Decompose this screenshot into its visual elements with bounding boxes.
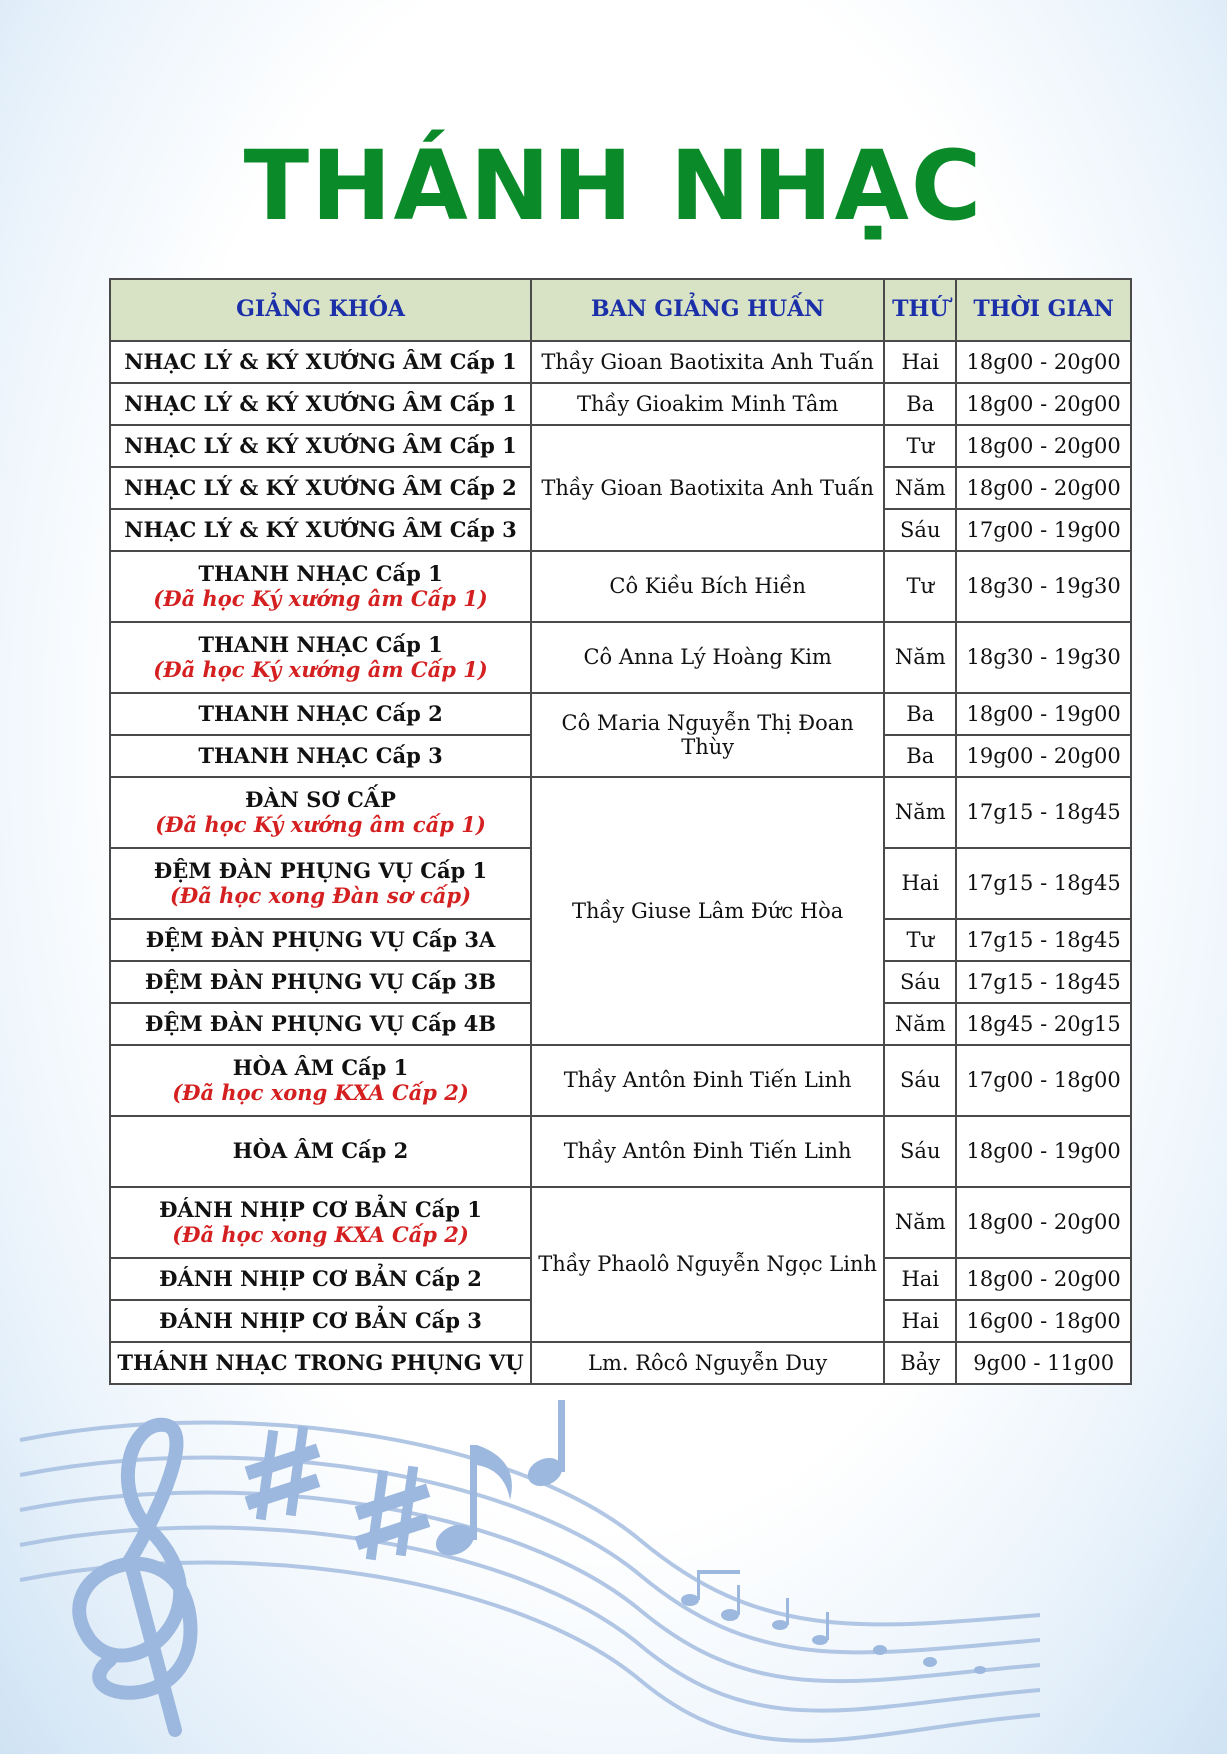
day-cell: Năm — [884, 467, 956, 509]
time-cell: 18g00 - 20g00 — [956, 341, 1131, 383]
day-cell: Ba — [884, 693, 956, 735]
day-cell: Năm — [884, 622, 956, 693]
page-title: THÁNH NHẠC — [243, 130, 984, 242]
course-cell — [110, 622, 531, 693]
day-cell: Tư — [884, 919, 956, 961]
table-row — [110, 383, 1131, 425]
time-cell: 17g00 - 18g00 — [956, 1045, 1131, 1116]
teacher-cell: Thầy Gioan Baotixita Anh Tuấn — [531, 341, 884, 383]
course-name: ĐÁNH NHỊP CƠ BẢN Cấp 1 — [159, 1197, 482, 1223]
day-cell: Sáu — [884, 961, 956, 1003]
course-cell — [110, 1187, 531, 1258]
time-cell: 17g15 - 18g45 — [956, 848, 1131, 919]
course-cell: ĐỆM ĐÀN PHỤNG VỤ Cấp 4B — [110, 1003, 531, 1045]
teacher-cell: Cô Anna Lý Hoàng Kim — [531, 622, 884, 693]
teacher-cell: Thầy Gioan Baotixita Anh Tuấn — [531, 425, 884, 551]
day-cell: Năm — [884, 1187, 956, 1258]
table-row — [110, 1187, 1131, 1258]
table-row — [110, 622, 1131, 693]
header-time: THỜI GIAN — [956, 279, 1131, 341]
course-cell: THÁNH NHẠC TRONG PHỤNG VỤ — [110, 1342, 531, 1384]
header-course: GIẢNG KHÓA — [110, 279, 531, 341]
day-cell: Sáu — [884, 1116, 956, 1187]
time-cell: 17g15 - 18g45 — [956, 919, 1131, 961]
teacher-cell: Thầy Antôn Đinh Tiến Linh — [531, 1045, 884, 1116]
table-row — [110, 693, 1131, 735]
time-cell: 18g00 - 20g00 — [956, 425, 1131, 467]
course-name: HÒA ÂM Cấp 1 — [232, 1055, 409, 1081]
teacher-cell: Cô Maria Nguyễn Thị Đoan Thùy — [531, 693, 884, 777]
time-cell: 17g15 - 18g45 — [956, 961, 1131, 1003]
header-day: THỨ — [884, 279, 956, 341]
course-cell: ĐỆM ĐÀN PHỤNG VỤ Cấp 3A — [110, 919, 531, 961]
course-cell: NHẠC LÝ & KÝ XƯỚNG ÂM Cấp 3 — [110, 509, 531, 551]
day-cell: Tư — [884, 551, 956, 622]
time-cell: 18g30 - 19g30 — [956, 622, 1131, 693]
course-cell — [110, 551, 531, 622]
day-cell: Hai — [884, 848, 956, 919]
course-prerequisite: (Đã học xong KXA Cấp 2) — [172, 1221, 469, 1247]
course-name: ĐÀN SƠ CẤP — [245, 787, 396, 813]
course-cell: ĐÁNH NHỊP CƠ BẢN Cấp 2 — [110, 1258, 531, 1300]
time-cell: 18g00 - 19g00 — [956, 1116, 1131, 1187]
time-cell: 9g00 - 11g00 — [956, 1342, 1131, 1384]
course-cell — [110, 848, 531, 919]
header-teacher: BAN GIẢNG HUẤN — [531, 279, 884, 341]
course-cell: HÒA ÂM Cấp 2 — [110, 1116, 531, 1187]
time-cell: 18g00 - 20g00 — [956, 383, 1131, 425]
time-cell: 18g00 - 20g00 — [956, 1187, 1131, 1258]
day-cell: Ba — [884, 735, 956, 777]
day-cell: Hai — [884, 341, 956, 383]
time-cell: 16g00 - 18g00 — [956, 1300, 1131, 1342]
table-header-row — [110, 279, 1131, 341]
music-staff-illustration — [0, 1400, 1227, 1754]
course-cell: ĐÁNH NHỊP CƠ BẢN Cấp 3 — [110, 1300, 531, 1342]
table-row — [110, 1116, 1131, 1187]
course-prerequisite: (Đã học xong Đàn sơ cấp) — [169, 882, 472, 908]
course-prerequisite: (Đã học xong KXA Cấp 2) — [172, 1079, 469, 1105]
table-row — [110, 1342, 1131, 1384]
day-cell: Năm — [884, 777, 956, 848]
day-cell: Năm — [884, 1003, 956, 1045]
course-name: THANH NHẠC Cấp 1 — [198, 632, 443, 658]
teacher-cell: Cô Kiều Bích Hiền — [531, 551, 884, 622]
time-cell: 18g30 - 19g30 — [956, 551, 1131, 622]
course-cell — [110, 777, 531, 848]
day-cell: Hai — [884, 1258, 956, 1300]
teacher-cell: Lm. Rôcô Nguyễn Duy — [531, 1342, 884, 1384]
day-cell: Ba — [884, 383, 956, 425]
time-cell: 18g00 - 20g00 — [956, 467, 1131, 509]
day-cell: Tư — [884, 425, 956, 467]
course-cell — [110, 1045, 531, 1116]
table-row — [110, 425, 1131, 467]
course-prerequisite: (Đã học Ký xướng âm Cấp 1) — [153, 585, 488, 611]
time-cell: 17g15 - 18g45 — [956, 777, 1131, 848]
time-cell: 18g00 - 19g00 — [956, 693, 1131, 735]
course-cell: ĐỆM ĐÀN PHỤNG VỤ Cấp 3B — [110, 961, 531, 1003]
day-cell: Hai — [884, 1300, 956, 1342]
table-row — [110, 341, 1131, 383]
course-cell: NHẠC LÝ & KÝ XƯỚNG ÂM Cấp 1 — [110, 425, 531, 467]
day-cell: Bảy — [884, 1342, 956, 1384]
teacher-cell: Thầy Phaolô Nguyễn Ngọc Linh — [531, 1187, 884, 1342]
time-cell: 18g00 - 20g00 — [956, 1258, 1131, 1300]
time-cell: 18g45 - 20g15 — [956, 1003, 1131, 1045]
time-cell: 19g00 - 20g00 — [956, 735, 1131, 777]
teacher-cell: Thầy Giuse Lâm Đức Hòa — [531, 777, 884, 1045]
schedule-table — [109, 278, 1132, 1385]
course-prerequisite: (Đã học Ký xướng âm Cấp 1) — [153, 656, 488, 682]
music-notes-icon — [431, 1400, 986, 1674]
table-row — [110, 1045, 1131, 1116]
course-cell: NHẠC LÝ & KÝ XƯỚNG ÂM Cấp 2 — [110, 467, 531, 509]
sharp-symbols-icon — [245, 1426, 431, 1561]
treble-clef-icon — [79, 1425, 190, 1730]
day-cell: Sáu — [884, 509, 956, 551]
course-cell: THANH NHẠC Cấp 2 — [110, 693, 531, 735]
teacher-cell: Thầy Antôn Đinh Tiến Linh — [531, 1116, 884, 1187]
course-name: ĐỆM ĐÀN PHỤNG VỤ Cấp 1 — [153, 858, 488, 884]
course-cell: NHẠC LÝ & KÝ XƯỚNG ÂM Cấp 1 — [110, 341, 531, 383]
course-cell: THANH NHẠC Cấp 3 — [110, 735, 531, 777]
course-cell: NHẠC LÝ & KÝ XƯỚNG ÂM Cấp 1 — [110, 383, 531, 425]
course-prerequisite: (Đã học Ký xướng âm cấp 1) — [155, 811, 486, 837]
day-cell: Sáu — [884, 1045, 956, 1116]
table-row — [110, 777, 1131, 848]
time-cell: 17g00 - 19g00 — [956, 509, 1131, 551]
table-row — [110, 551, 1131, 622]
course-name: THANH NHẠC Cấp 1 — [198, 561, 443, 587]
teacher-cell: Thầy Gioakim Minh Tâm — [531, 383, 884, 425]
